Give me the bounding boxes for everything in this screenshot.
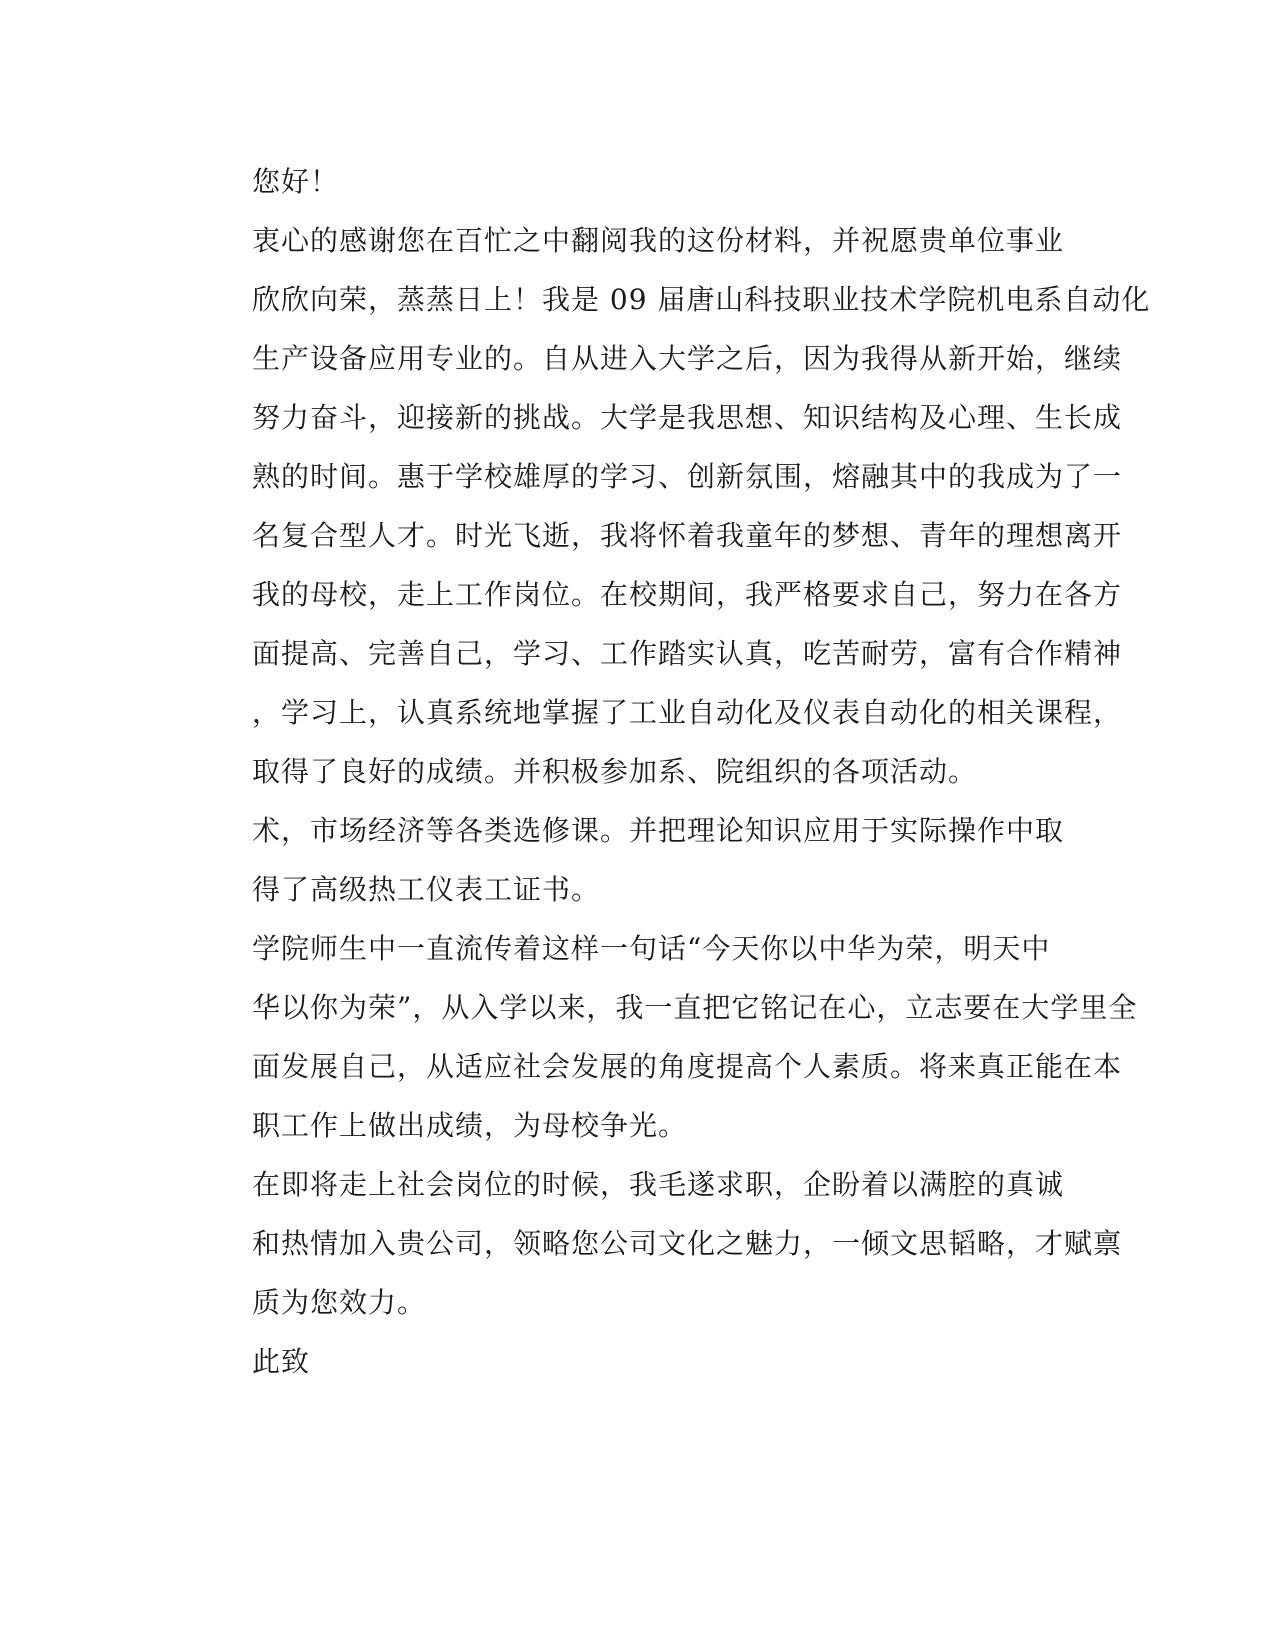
closing-paragraph [181,1332,1031,1391]
courses-paragraph [181,801,1065,919]
text-line: 取得了良好的成绩。并积极参加系、院组织的各项活动。 [252,755,978,788]
text-line: 此致 [252,1345,311,1378]
text-line: 衷心的感谢您在百忙之中翻阅我的这份材料，并祝愿贵单位事业 [252,224,1065,257]
text-line: ，学习上，认真系统地掌握了工业自动化及仪表自动化的相关课程， [252,696,1123,729]
text-line: 我的母校，走上工作岗位。在校期间，我严格要求自己，努力在各方 [252,578,1123,611]
letter-body [181,152,1151,1391]
text-line: 职工作上做出成绩，为母校争光。 [252,1109,688,1142]
text-line: 面提高、完善自己，学习、工作踏实认真，吃苦耐劳，富有合作精神 [252,637,1123,670]
text-line: 华以你为荣”，从入学以来，我一直把它铭记在心，立志要在大学里全 [252,991,1138,1024]
text-line: 学院师生中一直流传着这样一句话“今天你以中华为荣，明天中 [252,932,1051,965]
text-line: 术，市场经济等各类选修课。并把理论知识应用于实际操作中取 [252,814,1065,847]
text-line: 质为您效力。 [252,1286,427,1319]
greeting-paragraph [181,152,1031,211]
text-line: 生产设备应用专业的。自从进入大学之后，因为我得从新开始，继续 [252,342,1123,375]
text-line: 努力奋斗，迎接新的挑战。大学是我思想、知识结构及心理、生长成 [252,401,1123,434]
motto-paragraph [181,919,1138,1155]
text-line: 您好！ [252,165,340,198]
text-line: 欣欣向荣，蒸蒸日上！我是 09 届唐山科技职业技术学院机电系自动化 [252,283,1151,316]
text-line: 得了高级热工仪表工证书。 [252,873,601,906]
text-line: 名复合型人才。时光飞逝，我将怀着我童年的梦想、青年的理想离开 [252,519,1123,552]
text-line: 和热情加入贵公司，领略您公司文化之魅力，一倾文思韬略，才赋禀 [252,1227,1123,1260]
text-line: 面发展自己，从适应社会发展的角度提高个人素质。将来真正能在本 [252,1050,1123,1083]
application-paragraph [181,1155,1123,1332]
introduction-paragraph [181,211,1151,801]
text-line: 在即将走上社会岗位的时候，我毛遂求职，企盼着以满腔的真诚 [252,1168,1065,1201]
text-line: 熟的时间。惠于学校雄厚的学习、创新氛围，熔融其中的我成为了一 [252,460,1123,493]
